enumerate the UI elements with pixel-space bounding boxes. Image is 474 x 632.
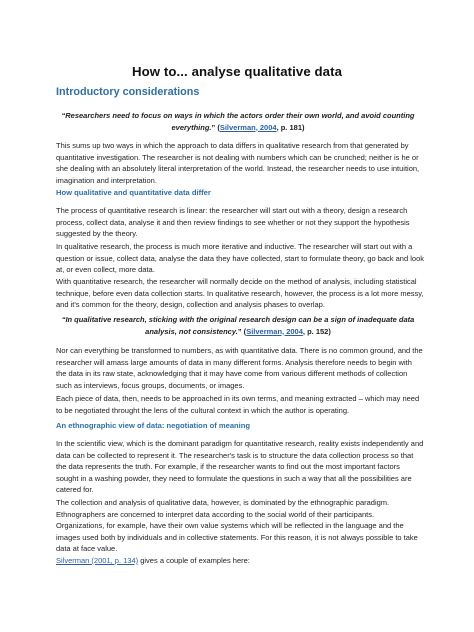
quote-close-mark: ” ( xyxy=(237,326,247,336)
quote-open-mark: “ xyxy=(61,111,66,120)
citation-page: , p. 181) xyxy=(276,122,305,132)
paragraph-with-citation xyxy=(56,555,424,567)
citation-link[interactable]: Silverman (2001, p. 134) xyxy=(56,556,139,565)
section-heading-introductory: Introductory considerations xyxy=(56,86,200,98)
page-title: How to... analyse qualitative data xyxy=(131,64,343,79)
paragraph: Nor can everything be transformed to numbers, as with quantitative data. There is no common ground, and the researcher will amass large amounts of data in many different forms. Analysis therefore needs to begin with the data in its raw state, acknowledging that it may have come from various different methods of collection such as interviews, focus groups, documents, or images. xyxy=(56,346,423,390)
section-heading-how-differ: How qualitative and quantitative data differ xyxy=(56,188,211,197)
citation-link[interactable]: Silverman, 2004 xyxy=(246,326,303,336)
paragraph: With quantitative research, the researcher will normally decide on the method of analysis, including statistical technique, before even data collection starts. In qualitative research, however, the process is a lot more messy, and it's common for the theory, design, collection and analysis phases to overlap. xyxy=(56,277,424,310)
quote-silverman-181 xyxy=(60,110,416,133)
citation-page: , p. 152) xyxy=(302,326,331,336)
citation-link[interactable]: Silverman, 2004 xyxy=(219,122,277,132)
paragraph: In the scientific view, which is the dominant paradigm for quantitative research, reality exists independently and data can be collected to represent it. The researcher's task is to structure the data collection process so that the data represents the truth. For example, if the researcher wants to find out the most important factors sought in a washing powder, they need to formulate the questions in such a way that all the possibilities are catered for. xyxy=(56,439,424,495)
paragraph: The collection and analysis of qualitative data, however, is dominated by the ethnographic paradigm. Ethnographers are concerned to interpret data according to the social world of their participants. Organizations, for example, have their own value systems which will be reflected in the language and the images used both by individuals and in collective statements. For this reason, it is not always possible to take data at face value. xyxy=(56,498,418,554)
quote-open-mark: “ xyxy=(61,315,66,324)
paragraph: Each piece of data, then, needs to be approached in its own terms, and meaning extracted – which may need to be negotiated throught the lens of the cultural context in which the author is operating. xyxy=(56,394,420,415)
quote-close-mark: ” ( xyxy=(211,122,220,132)
quote-text: Researchers need to focus on ways in which the actors order their own world, and avoid counting everything. xyxy=(65,111,415,132)
paragraph-text: gives a couple of examples here: xyxy=(138,556,250,565)
section-heading-ethnographic: An ethnographic view of data: negotiation of meaning xyxy=(56,421,251,430)
paragraph: The process of quantitative research is linear: the researcher will start out with a theory, design a research process, collect data, analyse it and then review findings to see whether or not they support the hypothesis suggested by the theory. xyxy=(56,206,410,239)
paragraph: In qualitative research, the process is much more iterative and inductive. The researcher will start out with a question or issue, collect data, analyse the data they have collected, start to formulate theory, go back and look at, or even collect, more data. xyxy=(56,242,424,275)
quote-silverman-152 xyxy=(60,314,416,337)
paragraph: This sums up two ways in which the approach to data differs in qualitative research from that generated by quantitative investigation. The researcher is not dealing with numbers which can be crunched; neither is he or she dealing with an absolutely literal interpretation of the world. Instead, the researcher needs to use intuition, imagination and interpretation. xyxy=(56,141,420,185)
quote-text: In qualitative research, sticking with the original research design can be a sign of inadequate data analysis, not consistency. xyxy=(65,315,415,336)
